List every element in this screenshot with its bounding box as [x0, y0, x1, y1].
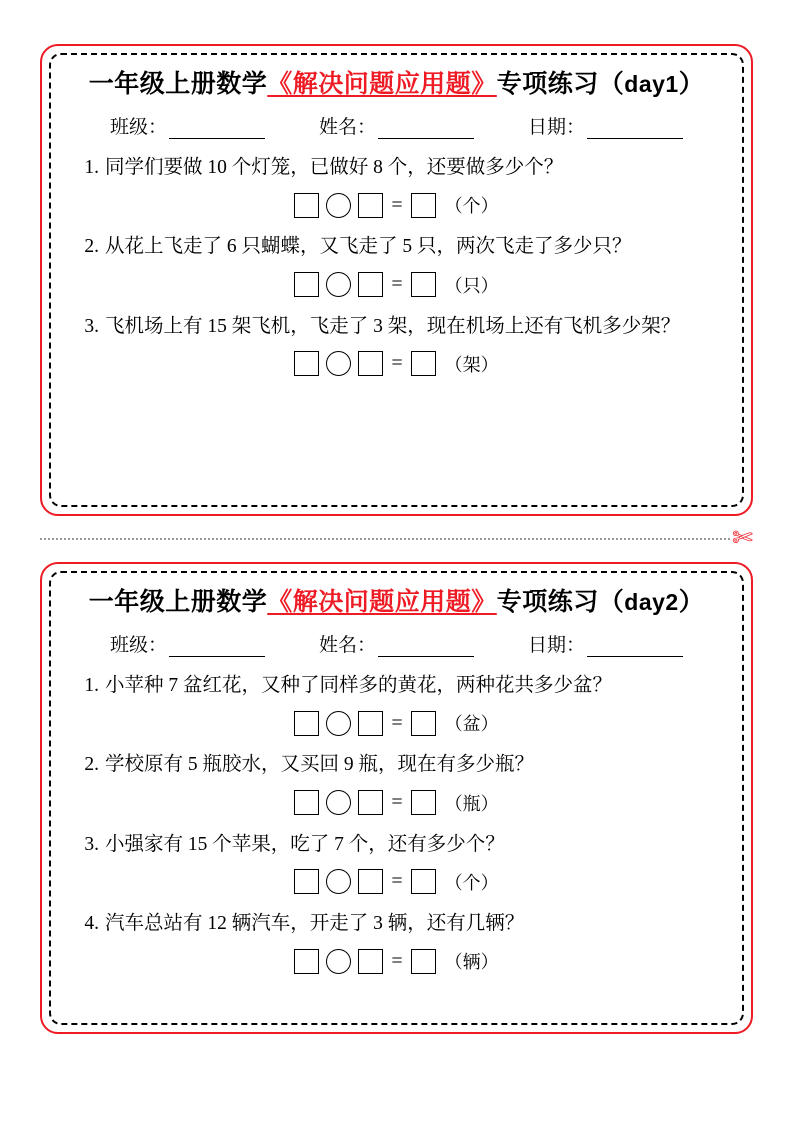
- answer-box-result[interactable]: [411, 351, 436, 376]
- question-number: 1.: [84, 675, 99, 697]
- student-info-row: [71, 112, 722, 139]
- question-body: 汽车总站有 12 辆汽车，开走了 3 辆，还有几辆？: [105, 912, 525, 934]
- answer-box-first[interactable]: [294, 869, 319, 894]
- answer-box-second[interactable]: [358, 711, 383, 736]
- title-day: day1: [624, 71, 679, 97]
- title-tail: ）: [678, 589, 705, 616]
- question-item: [71, 312, 722, 377]
- answer-box-first[interactable]: [294, 711, 319, 736]
- answer-box-result[interactable]: [411, 711, 436, 736]
- meta-date: [528, 630, 683, 657]
- title-day: day2: [624, 589, 679, 615]
- equals-sign: =: [391, 949, 403, 972]
- answer-box-result[interactable]: [411, 193, 436, 218]
- answer-row: [71, 948, 722, 974]
- answer-unit: （瓶）: [444, 793, 499, 814]
- worksheet-title: [71, 587, 722, 618]
- equals-sign: =: [391, 273, 403, 296]
- answer-box-result[interactable]: [411, 949, 436, 974]
- title-highlight: 《解决问题应用题》: [267, 589, 497, 616]
- worksheet-card-day1: [40, 44, 753, 516]
- worksheet-card-inner: [49, 571, 744, 1025]
- meta-date-blank[interactable]: [587, 123, 683, 139]
- meta-date-label: 日期：: [527, 117, 585, 139]
- question-item: [71, 909, 722, 974]
- question-number: 3.: [84, 315, 99, 337]
- meta-name: [319, 630, 474, 657]
- meta-class: [110, 112, 265, 139]
- operator-circle[interactable]: [326, 193, 351, 218]
- equals-sign: =: [391, 791, 403, 814]
- answer-row: [71, 869, 722, 895]
- question-item: [71, 830, 722, 895]
- title-prefix: 一年级上册数学: [88, 589, 268, 616]
- meta-name-label: 姓名：: [318, 635, 376, 657]
- cut-line: [40, 538, 730, 540]
- operator-circle[interactable]: [326, 351, 351, 376]
- meta-class-blank[interactable]: [169, 641, 265, 657]
- equals-sign: =: [391, 711, 403, 734]
- question-body: 学校原有 5 瓶胶水，又买回 9 瓶，现在有多少瓶？: [105, 754, 535, 776]
- worksheet-card-day2: [40, 562, 753, 1034]
- answer-row: [71, 192, 722, 218]
- answer-unit: （个）: [444, 872, 499, 893]
- answer-box-first[interactable]: [294, 790, 319, 815]
- answer-box-result[interactable]: [411, 790, 436, 815]
- answer-box-second[interactable]: [358, 272, 383, 297]
- question-text-row: [71, 830, 722, 860]
- meta-name-label: 姓名：: [318, 117, 376, 139]
- question-number: 3.: [84, 833, 99, 855]
- question-text-row: [71, 671, 722, 701]
- question-body: 小苹种 7 盆红花，又种了同样多的黄花，两种花共多少盆？: [105, 675, 613, 697]
- question-list: [71, 153, 722, 377]
- answer-row: [71, 351, 722, 377]
- question-text-row: [71, 312, 722, 342]
- title-prefix: 一年级上册数学: [88, 71, 268, 98]
- meta-name: [319, 112, 474, 139]
- meta-class-label: 班级：: [109, 117, 167, 139]
- question-body: 飞机场上有 15 架飞机，飞走了 3 架，现在机场上还有飞机多少架？: [105, 315, 681, 337]
- title-suffix: 专项练习（: [496, 589, 625, 616]
- answer-box-first[interactable]: [294, 949, 319, 974]
- meta-class-blank[interactable]: [169, 123, 265, 139]
- answer-box-result[interactable]: [411, 272, 436, 297]
- question-item: [71, 153, 722, 218]
- operator-circle[interactable]: [326, 790, 351, 815]
- question-number: 2.: [84, 754, 99, 776]
- operator-circle[interactable]: [326, 869, 351, 894]
- answer-box-second[interactable]: [358, 869, 383, 894]
- student-info-row: [71, 630, 722, 657]
- equals-sign: =: [391, 870, 403, 893]
- equals-sign: =: [391, 193, 403, 216]
- question-item: [71, 232, 722, 297]
- question-list: [71, 671, 722, 974]
- meta-name-blank[interactable]: [378, 123, 474, 139]
- operator-circle[interactable]: [326, 272, 351, 297]
- answer-box-second[interactable]: [358, 193, 383, 218]
- answer-box-second[interactable]: [358, 790, 383, 815]
- question-text-row: [71, 909, 722, 939]
- meta-date-blank[interactable]: [587, 641, 683, 657]
- question-number: 1.: [84, 157, 99, 179]
- answer-row: [71, 272, 722, 298]
- answer-box-result[interactable]: [411, 869, 436, 894]
- meta-date: [528, 112, 683, 139]
- answer-unit: （盆）: [444, 714, 499, 735]
- question-text-row: [71, 153, 722, 183]
- cut-line-row: [40, 516, 753, 562]
- answer-unit: （辆）: [444, 952, 499, 973]
- question-item: [71, 750, 722, 815]
- answer-row: [71, 790, 722, 816]
- answer-row: [71, 710, 722, 736]
- answer-box-second[interactable]: [358, 351, 383, 376]
- question-number: 2.: [84, 236, 99, 258]
- question-text-row: [71, 232, 722, 262]
- answer-box-second[interactable]: [358, 949, 383, 974]
- meta-date-label: 日期：: [527, 635, 585, 657]
- question-body: 小强家有 15 个苹果，吃了 7 个，还有多少个？: [105, 833, 505, 855]
- question-body: 同学们要做 10 个灯笼，已做好 8 个，还要做多少个？: [105, 157, 564, 179]
- title-suffix: 专项练习（: [496, 71, 625, 98]
- scissors-icon: ✄: [732, 524, 753, 552]
- answer-box-first[interactable]: [294, 193, 319, 218]
- answer-unit: （个）: [444, 196, 499, 217]
- operator-circle[interactable]: [326, 949, 351, 974]
- answer-unit: （架）: [444, 354, 499, 375]
- worksheet-card-inner: [49, 53, 744, 507]
- worksheet-title: [71, 69, 722, 100]
- title-highlight: 《解决问题应用题》: [267, 71, 497, 98]
- meta-name-blank[interactable]: [378, 641, 474, 657]
- operator-circle[interactable]: [326, 711, 351, 736]
- question-item: [71, 671, 722, 736]
- question-number: 4.: [84, 912, 99, 934]
- answer-box-first[interactable]: [294, 272, 319, 297]
- meta-class-label: 班级：: [109, 635, 167, 657]
- meta-class: [110, 630, 265, 657]
- question-text-row: [71, 750, 722, 780]
- answer-box-first[interactable]: [294, 351, 319, 376]
- question-body: 从花上飞走了 6 只蝴蝶，又飞走了 5 只，两次飞走了多少只？: [105, 236, 632, 258]
- title-tail: ）: [678, 71, 705, 98]
- equals-sign: =: [391, 352, 403, 375]
- answer-unit: （只）: [444, 275, 499, 296]
